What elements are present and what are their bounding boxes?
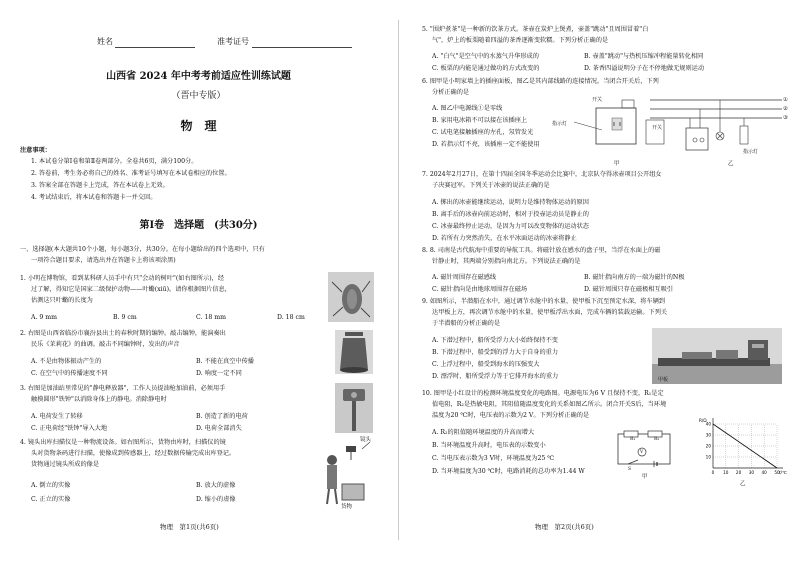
subject-title: 物 理	[180, 119, 217, 133]
q8-option-c[interactable]: C. 磁针指向是由地球周围存在磁场	[432, 286, 528, 293]
fig-label-deck: 甲板	[658, 377, 669, 383]
q4-stem: 头对货物条码进行扫描，使像成到传感器上，经过数据传输完成出库登记。	[31, 450, 236, 457]
x-tick-label: 20	[735, 470, 742, 475]
q6-option-d[interactable]: D. 若指示灯不亮，该插座一定不能使用	[432, 141, 540, 148]
q9-option-c[interactable]: C. 上浮过程中，船受到海水的压强变大	[432, 361, 540, 368]
exam-no-label: 准考证号	[217, 37, 249, 46]
fig-label-lens: 镜头	[360, 437, 372, 443]
q4-stem: 4. 镜头出库扫描仪是一种物流设备。如右图所示，货物由库时，扫描仪的镜	[20, 439, 226, 446]
q5-option-c[interactable]: C. 板栗的内能是通过做功的方式改变的	[432, 65, 540, 72]
q1-stem: 估测这只叶䗛的长度为	[31, 297, 93, 304]
static-discharger-photo	[335, 383, 373, 433]
page-footer: 物理 第2页(共6页)	[535, 523, 594, 531]
right-page	[402, 0, 794, 562]
q8-option-a[interactable]: A. 磁针周围存在磁感线	[432, 274, 497, 281]
q2-option-c[interactable]: C. 在空气中的传播速度不同	[31, 370, 108, 377]
q10-stem: 值电阻，R₂是热敏电阻，其阻值随温度变化的关系如图乙所示。闭合开关S后，当环境	[432, 401, 667, 408]
q4-option-d[interactable]: D. 缩小的虚像	[196, 496, 236, 503]
page-divider	[398, 20, 399, 540]
exam-title: 山西省 2024 年中考考前适应性训练试题	[106, 71, 291, 82]
label-voltmeter: V	[640, 450, 644, 455]
q8-option-d[interactable]: D. 磁针周围只存在磁极相互吸引	[584, 286, 674, 293]
x-tick-label: 0	[711, 470, 715, 475]
leaf-insect-photo	[328, 272, 374, 322]
fig-label-switch2: 开关	[652, 125, 663, 131]
q10-stem: 温度为20 ℃时，电压表的示数为2 V。下列分析正确的是	[432, 412, 590, 419]
x-tick-label: 50	[774, 470, 780, 475]
q1-option-b[interactable]: B. 9 cm	[113, 314, 137, 321]
q8-stem: 8. 8. 司南是古代航海中重要的导航工具。将磁针放在感水的盘子里，当浮在水面上的磁	[422, 247, 661, 254]
label-r1: R₁	[630, 437, 636, 442]
q4-stem: 货物通过镜头所成的像是	[31, 461, 100, 468]
fig-label-jia: 甲	[614, 161, 620, 167]
q2-option-b[interactable]: B. 不能在真空中传播	[196, 358, 254, 365]
q4-option-a[interactable]: A. 倒立的实像	[31, 482, 71, 489]
fig-label-yi: 乙	[728, 161, 734, 167]
q6-stem: 分析正确的是	[432, 89, 470, 96]
label-jia: 甲	[642, 474, 648, 480]
fig-label-indicator: 指示灯	[552, 121, 568, 127]
q4-option-c[interactable]: C. 正立的实像	[31, 496, 71, 503]
label-yi: 乙	[740, 481, 746, 487]
section1-intro: 一项符合题目要求，请选出并在答题卡上将该项涂黑)	[31, 257, 176, 264]
q7-option-d[interactable]: D. 若所有力突然消失，在水平冰面运动的冰壶将静止	[432, 235, 577, 242]
q2-option-a[interactable]: A. 不是由物体振动产生的	[31, 358, 102, 365]
x-tick-label: 30	[748, 470, 755, 475]
fig-label-goods: 货物	[341, 504, 353, 510]
part1-title: 第Ⅰ卷 选择题 (共30分)	[139, 220, 258, 231]
y-tick-label: 40	[705, 421, 711, 427]
q1-option-d[interactable]: D. 18 cm	[277, 314, 305, 321]
q3-option-b[interactable]: B. 创造了新的电荷	[196, 413, 248, 420]
exam-subtitle: （晋中专版）	[171, 91, 226, 101]
x-tick-label: 10	[723, 470, 729, 475]
label-switch-s: S	[628, 467, 632, 472]
note-item: 2. 答卷前，考生务必将自己的姓名、准考证号填写在本试卷相应的位置。	[31, 170, 231, 177]
q1-option-c[interactable]: C. 18 mm	[196, 314, 227, 321]
note-item: 4. 考试结束后，将本试卷和答题卡一并交回。	[31, 194, 157, 201]
page-footer: 物理 第1页(共6页)	[160, 523, 219, 531]
y-tick-label: 30	[705, 432, 711, 438]
note-item: 3. 答案全部在答题卡上完成，答在本试卷上无效。	[31, 182, 169, 189]
semi-submersible-ship-photo	[652, 328, 782, 384]
q2-stem: 民乐《茉莉花》的曲调。敲击不同编钟时，发出的声音	[31, 341, 180, 348]
q6-option-a[interactable]: A. 图乙中电源线①是零线	[432, 105, 503, 112]
q1-option-a[interactable]: A. 9 mm	[31, 314, 58, 321]
note-item: 1. 本试卷分第Ⅰ卷和第Ⅱ卷两部分。全卷共6页，满分100分。	[31, 158, 198, 165]
name-line	[115, 47, 195, 48]
q1-stem: 过了解，得知它是国家二级保护动物——叶䗛(xiū)。请你根据图片信息，	[31, 286, 231, 293]
name-label: 姓名	[97, 37, 113, 46]
y-tick-label: 10	[705, 454, 711, 460]
y-tick-label: 20	[705, 443, 711, 449]
q9-stem: 达甲板上方，再次调节水舱中的水量，使甲板浮出水面，完成车辆的装载运输。下列关	[432, 309, 668, 316]
q6-stem: 6. 图甲是小明家墙上的插座面板，图乙是其内部线路的连接情况。当闭合开关后，下列	[422, 78, 659, 85]
q7-option-a[interactable]: A. 掷出的冰壶能继续运动，说明力是维持物体运动的原因	[432, 199, 589, 206]
q6-option-b[interactable]: B. 家用电冰箱不可以接在该插座上	[432, 117, 528, 124]
bianzhong-bells-photo	[335, 330, 373, 374]
q5-option-a[interactable]: A. "白气"是空气中的水蒸气升华形成的	[432, 53, 539, 60]
q10-option-c[interactable]: C. 当电压表示数为3 V时，环境温度为25 ℃	[432, 455, 555, 462]
q5-stem: 气"，炉上的板栗随着四溢的茶香逐渐变软糯。下列分析正确的是	[432, 37, 609, 44]
fig-label-switch: 开关	[592, 97, 603, 103]
q10-stem: 10. 图甲是小红设计的检测环境温度变化的电路图。电源电压为6 V 且保持不变，R₁是定	[422, 390, 664, 397]
q9-option-a[interactable]: A. 下潜过程中，船所受浮力大小始终保持不变	[432, 337, 558, 344]
temperature-circuit-figure	[614, 430, 674, 472]
q4-option-b[interactable]: B. 放大的虚像	[196, 482, 236, 489]
section1-intro: 一、选择题(本大题共10个小题，每小题3分，共30分。在每小题给出的四个选项中，只有	[20, 246, 265, 253]
q3-option-a[interactable]: A. 电荷发生了转移	[31, 413, 83, 420]
q2-stem: 2. 右图是山西省临汾市襄汾县出土的春秋时期的编钟。敲击编钟，能演奏出	[20, 330, 226, 337]
q7-stem: 7. 2024年2月27日，在第十四届全国冬季运动会比赛中，北京队夺得冰壶项目公开组女	[422, 171, 662, 178]
q2-option-d[interactable]: D. 响度一定不同	[196, 370, 242, 377]
q3-stem: 触摸圆形"铁钟"以消除身体上的静电。消除静电时	[31, 396, 167, 403]
q8-stem: 针静止时，其两端分别指向南北方。下列说法正确的是	[432, 258, 581, 265]
scanner-figure	[318, 436, 376, 510]
q3-option-c[interactable]: C. 正电荷经"铁钟"导入大地	[31, 425, 108, 432]
q10-option-b[interactable]: B. 当环境温度升高时，电压表的示数变小	[432, 442, 546, 449]
q8-option-b[interactable]: B. 磁针指向南方的一端为磁针的N极	[584, 274, 685, 281]
q9-option-d[interactable]: D. 漂浮时，船所受浮力等于它排开海水的重力	[432, 373, 559, 380]
fig-label-indicator2: 指示灯	[743, 149, 759, 155]
q7-stem: 子决赛冠军。下列关于冰壶的说法正确的是	[432, 182, 550, 189]
q5-stem: 5. "围炉煮茶"是一种新的饮茶方式。茶壶在炭炉上煲煮，壶盖"跳动"且周围冒着"白	[422, 26, 649, 33]
wire-label-3: ③	[783, 115, 788, 121]
resistance-temperature-chart	[697, 416, 789, 480]
notes-heading: 注意事项：	[20, 147, 51, 154]
q5-option-d[interactable]: D. 茶香四溢说明分子在不停地做无规则运动	[584, 65, 705, 72]
q1-stem: 1. 小明在博物馆，看到某科研人员手中有只"会动的树叶"(如右图所示)，经	[20, 275, 225, 282]
q9-option-b[interactable]: B. 下潜过程中，船受到的浮力大于自身的重力	[432, 349, 559, 356]
q6-option-c[interactable]: C. 试电笔接触插座的左孔，氖管发光	[432, 129, 534, 136]
wire-label-2: ②	[783, 106, 788, 112]
q3-stem: 3. 右图是加油站里常见的"静电释放器"，工作人员提油枪加油前，必须用手	[20, 385, 226, 392]
q5-option-b[interactable]: B. 壶盖"跳动"与热机压缩冲程能量转化相同	[584, 53, 704, 60]
y-axis-label: R/Ω	[699, 418, 707, 423]
x-axis-label: t/℃	[779, 470, 787, 475]
q9-stem: 于半潜船的分析正确的是	[432, 320, 501, 327]
wire-label-1: ①	[783, 97, 788, 103]
exam-no-line	[252, 47, 352, 48]
q10-option-d[interactable]: D. 当环境温度为30 ℃时，电路消耗的总功率为1.44 W	[432, 468, 585, 475]
q9-stem: 9. 如图所示，半潜船在水中，通过调节水舱中的水量，使甲板下沉至预定水深，将车辆到	[422, 298, 665, 305]
q3-option-d[interactable]: D. 电荷全部消失	[196, 425, 242, 432]
q10-option-a[interactable]: A. R₂的阻值随环境温度的升高而增大	[432, 429, 535, 436]
q7-option-c[interactable]: C. 冰壶最终停止运动，是因为力可以改变物体的运动状态	[432, 223, 589, 230]
q7-option-b[interactable]: B. 离手后的冰壶向前运动时，相对于投壶运动员是静止的	[432, 211, 589, 218]
x-tick-label: 40	[761, 470, 767, 475]
label-r2: R₂	[654, 437, 660, 442]
